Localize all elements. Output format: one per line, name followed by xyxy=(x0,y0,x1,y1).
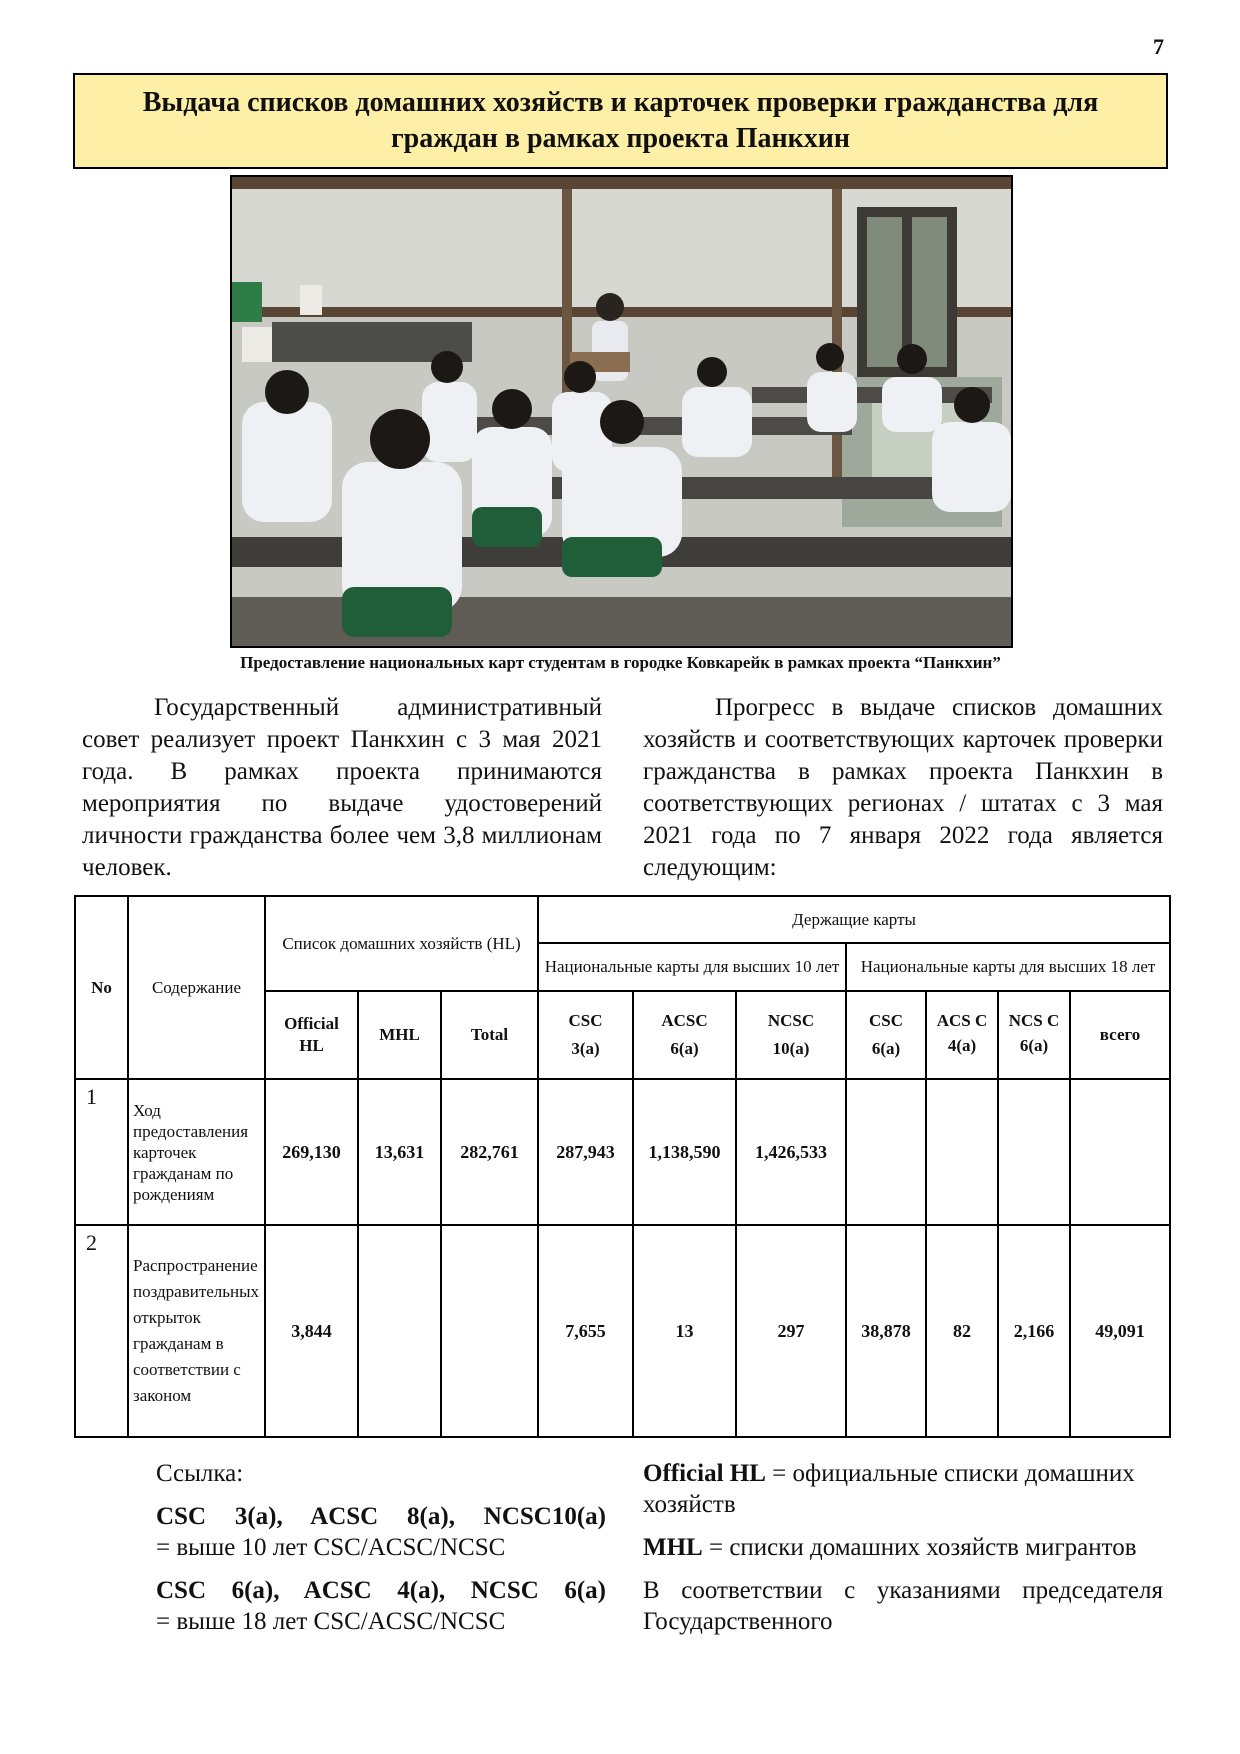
header-content: Содержание xyxy=(128,896,265,1079)
cell-csc3: 7,655 xyxy=(538,1225,633,1437)
header-acsc6-sub: 6(a) xyxy=(670,1039,699,1058)
header-acsc6-label: ACSC xyxy=(661,1011,708,1030)
progress-table xyxy=(74,895,1171,1438)
table-row xyxy=(75,1079,1170,1225)
row-no: 2 xyxy=(75,1225,128,1437)
cell-csc6: 38,878 xyxy=(846,1225,926,1437)
header-ncsc6-sub: 6(a) xyxy=(1019,1036,1049,1055)
closing-paragraph: В соответствии с указаниями председателя Государственного xyxy=(643,1577,1163,1635)
header-cards10-group: Национальные карты для высших 10 лет xyxy=(538,943,846,991)
header-ncsc10-sub: 10(a) xyxy=(772,1039,810,1058)
row-content: Ход предоставления карточек гражданам по рождениям xyxy=(128,1079,265,1225)
cell-acsc4 xyxy=(926,1079,998,1225)
cell-ncsc10: 297 xyxy=(736,1225,846,1437)
cell-csc6 xyxy=(846,1079,926,1225)
header-total: Total xyxy=(441,991,538,1079)
definition-official-hl-text: = официальные списки домашних хозяйств xyxy=(643,1460,1135,1518)
definition-official-hl xyxy=(643,1458,1163,1520)
cell-mhl: 13,631 xyxy=(358,1079,441,1225)
row-content: Распространение поздравительных открыток гражданам в соответствии с законом xyxy=(128,1225,265,1437)
progress-paragraph xyxy=(643,692,1163,884)
reference-notes xyxy=(156,1458,606,1637)
header-cards18-group: Национальные карты для высших 18 лет xyxy=(846,943,1170,991)
cell-acsc6: 13 xyxy=(633,1225,736,1437)
header-csc6 xyxy=(846,991,926,1079)
cell-official-hl: 3,844 xyxy=(265,1225,358,1437)
intro-paragraph-text: Государственный административный совет реализует проект Панкхин с 3 мая 2021 года. В рамках проекта принимаются мероприятия по выдаче удостоверений личности гражданства более чем 3,8 миллионам человек. xyxy=(82,694,602,881)
reference-label: Ссылка: xyxy=(156,1460,244,1487)
header-csc6-label: CSC xyxy=(869,1011,904,1030)
cell-mhl xyxy=(358,1225,441,1437)
header-hl-group: Список домашних хозяйств (HL) xyxy=(265,896,538,991)
cell-csc3: 287,943 xyxy=(538,1079,633,1225)
cell-official-hl: 269,130 xyxy=(265,1079,358,1225)
header-acsc4 xyxy=(926,991,998,1079)
header-csc3 xyxy=(538,991,633,1079)
definition-mhl xyxy=(643,1532,1163,1563)
reference-item-18 xyxy=(156,1575,606,1637)
cell-acsc4: 82 xyxy=(926,1225,998,1437)
definition-mhl-text: = списки домашних хозяйств мигрантов xyxy=(708,1534,1137,1561)
progress-paragraph-text: Прогресс в выдаче списков домашних хозяйств и соответствующих карточек проверки гражданства в рамках проекта Панкхин в соответствующих регионах / штатах с 3 мая 2021 года по 7 января 2022 года является следующим: xyxy=(643,694,1163,881)
photo-caption: Предоставление национальных карт студентам в городке Ковкарейк в рамках проекта “Панкхин” xyxy=(240,653,1001,672)
header-acsc4-sub: 4(a) xyxy=(947,1036,977,1055)
header-acsc4-label: ACS C xyxy=(936,1011,988,1030)
classroom-photo xyxy=(230,175,1013,648)
header-ncsc10-label: NCSC xyxy=(767,1011,815,1030)
header-ncsc6 xyxy=(998,991,1070,1079)
cell-all xyxy=(1070,1079,1170,1225)
page-title: Выдача списков домашних хозяйств и карточек проверки гражданства для граждан в рамках проекта Панкхин xyxy=(73,73,1168,169)
header-cards-group: Держащие карты xyxy=(538,896,1170,943)
reference-item-10-text: = выше 10 лет CSC/ACSC/NCSC xyxy=(156,1534,506,1561)
definition-notes xyxy=(643,1458,1163,1637)
cell-ncsc10: 1,426,533 xyxy=(736,1079,846,1225)
cell-acsc6: 1,138,590 xyxy=(633,1079,736,1225)
cell-ncsc6: 2,166 xyxy=(998,1225,1070,1437)
cell-all: 49,091 xyxy=(1070,1225,1170,1437)
page-number: 7 xyxy=(1153,34,1164,59)
header-csc6-sub: 6(a) xyxy=(871,1039,901,1058)
definition-official-hl-term: Official HL xyxy=(643,1460,766,1487)
intro-paragraph xyxy=(82,692,602,884)
reference-item-18-codes: CSC 6(a), ACSC 4(a), NCSC 6(a) xyxy=(156,1577,606,1604)
reference-item-18-text: = выше 18 лет CSC/ACSC/NCSC xyxy=(156,1608,506,1635)
header-ncsc6-label: NCS C xyxy=(1008,1011,1060,1030)
table-row xyxy=(75,1225,1170,1437)
header-ncsc10 xyxy=(736,991,846,1079)
header-mhl: MHL xyxy=(358,991,441,1079)
header-acsc6 xyxy=(633,991,736,1079)
header-csc3-label: CSC xyxy=(568,1011,603,1030)
header-official-hl: Official HL xyxy=(265,991,358,1079)
cell-total: 282,761 xyxy=(441,1079,538,1225)
row-no: 1 xyxy=(75,1079,128,1225)
cell-total xyxy=(441,1225,538,1437)
reference-item-10-codes: CSC 3(a), ACSC 8(a), NCSC10(a) xyxy=(156,1503,606,1530)
header-all: всего xyxy=(1070,991,1170,1079)
header-no: No xyxy=(75,896,128,1079)
reference-item-10 xyxy=(156,1501,606,1563)
header-csc3-sub: 3(a) xyxy=(571,1039,600,1058)
definition-mhl-term: MHL xyxy=(643,1534,703,1561)
cell-ncsc6 xyxy=(998,1079,1070,1225)
